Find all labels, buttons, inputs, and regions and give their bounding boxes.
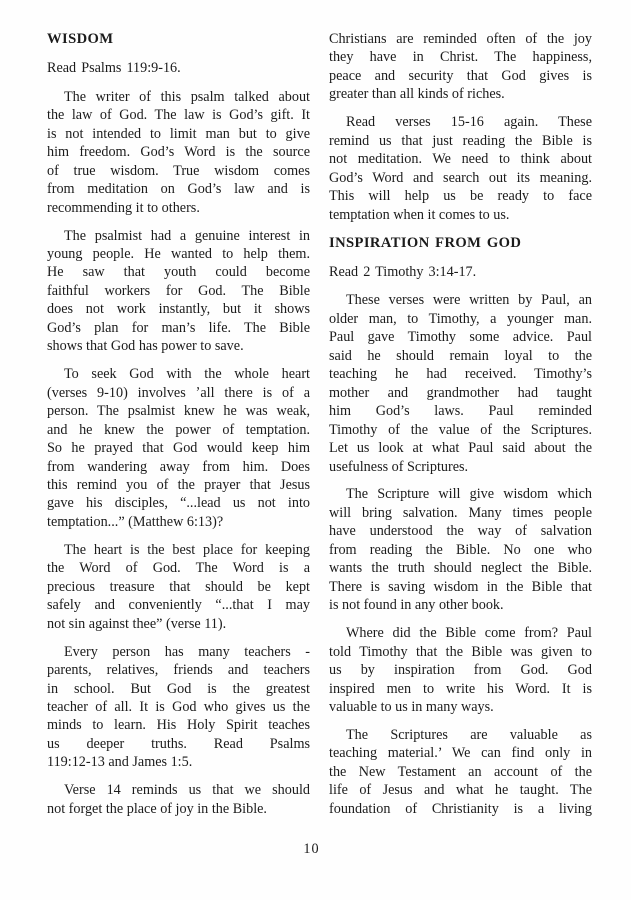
paragraph-line: To seek God with the whole heart (64, 366, 310, 383)
paragraph-line: So he prayed that God would keep him (47, 440, 310, 457)
paragraph-line: told Timothy that the Bible was given to (329, 643, 592, 660)
paragraph-line: Read verses 15-16 again. These (346, 114, 592, 131)
paragraph-line: said he should remain loyal to the (329, 347, 592, 364)
paragraph-line: Where did the Bible come from? Paul (346, 625, 592, 642)
paragraph-line: this remind you of the prayer that Jesus (47, 476, 310, 493)
paragraph-line: us by inspiration from God. God (329, 662, 592, 679)
paragraph-line: from wandering away from him. Does (47, 458, 310, 475)
scripture-reference: Read Psalms 119:9-16. (47, 60, 181, 77)
paragraph-line: from reading the Bible. No one who (329, 541, 592, 558)
paragraph-line: valuable to us in many ways. (329, 698, 494, 715)
paragraph-line: will bring salvation. Many times people (329, 504, 592, 521)
paragraph-line: The Scriptures are valuable as (346, 726, 592, 743)
paragraph-line: they have in Christ. The happiness, (329, 49, 592, 66)
paragraph-line: greater than all kinds of riches. (329, 86, 505, 103)
paragraph-line: The heart is the best place for keeping (64, 541, 310, 558)
paragraph-line: us deeper truths. Read Psalms (47, 735, 310, 752)
paragraph-line: life of Jesus and what he taught. The (329, 782, 592, 799)
paragraph-line: precious treasure that should be kept (47, 578, 310, 595)
paragraph-line: faithful workers for God. The Bible (47, 282, 310, 299)
paragraph-line: not sin against thee” (verse 11). (47, 615, 227, 632)
paragraph (47, 643, 310, 772)
paragraph-line: is not intended to limit man but to give (47, 125, 310, 142)
paragraph-line: minds to learn. His Holy Spirit teaches (47, 717, 310, 734)
paragraph (47, 781, 310, 818)
paragraph-line: him God’s laws. Paul reminded (329, 403, 592, 420)
paragraph-line: peace and security that God gives is (329, 67, 592, 84)
paragraph-line: usefulness of Scriptures. (329, 458, 469, 475)
paragraph-line: him freedom. God’s Word is the source (47, 144, 310, 161)
paragraph-line: The writer of this psalm talked about (64, 88, 310, 105)
paragraph-line: foundation of Christianity is a living (329, 800, 592, 817)
paragraph-line: God’s Word and search out its meaning. (329, 169, 592, 186)
paragraph-line: the Word of God. The Word is a (47, 560, 310, 577)
paragraph-line: safely and conveniently “...that I may (47, 597, 310, 614)
paragraph-line: (verses 9-10) involves ʼall there is of a (47, 384, 310, 401)
paragraph-line: shows that God has power to save. (47, 338, 244, 355)
paragraph-line: is not found in any other book. (329, 597, 504, 614)
paragraph-line: the New Testament an account of the (329, 763, 592, 780)
paragraph-line: Christians are reminded often of the joy (329, 31, 592, 47)
paragraph-line: teaching material.’ We can find only in (329, 745, 592, 762)
paragraph-line: the law of God. The law is God’s gift. It (47, 107, 310, 124)
paragraph (329, 291, 592, 476)
paragraph (47, 365, 310, 531)
paragraph (47, 88, 310, 217)
paragraph-line: of true wisdom. True wisdom comes (47, 162, 310, 179)
paragraph (47, 227, 310, 356)
paragraph-line: does not work instantly, but it shows (47, 301, 310, 318)
paragraph-line: teacher of all. It is God who gives us the (47, 698, 310, 715)
text-column-left (47, 30, 310, 828)
paragraph-line: not meditation. We need to think about (329, 151, 592, 168)
paragraph-line: have understood the way of salvation (329, 523, 592, 540)
section-heading: INSPIRATION FROM GOD (329, 234, 522, 251)
paragraph-line: mother and grandmother had taught (329, 384, 592, 401)
paragraph-line: gave his disciples, “...lead us not into (47, 495, 310, 512)
text-column-right (329, 30, 592, 828)
paragraph-line: temptation...” (Matthew 6:13)? (47, 513, 224, 530)
paragraph-line: Verse 14 reminds us that we should (64, 782, 310, 799)
paragraph-line: God’s plan for man’s life. The Bible (47, 319, 310, 336)
scripture-reference: Read 2 Timothy 3:14-17. (329, 263, 477, 280)
paragraph-line: and he knew the power of temptation. (47, 421, 310, 438)
paragraph-line: in school. But God is the greatest (47, 680, 310, 697)
paragraph-line: temptation when it comes to us. (329, 206, 510, 223)
paragraph-line: parents, relatives, friends and teachers (47, 662, 310, 679)
paragraph-line: young people. He wanted to help them. (47, 246, 310, 263)
paragraph-line: 119:12-13 and James 1:5. (47, 754, 193, 771)
paragraph (329, 726, 592, 818)
paragraph (329, 30, 592, 104)
paragraph-line: Let us look at what Paul said about the (329, 440, 592, 457)
paragraph-line: recommending it to others. (47, 199, 200, 216)
paragraph-line: There is saving wisdom in the Bible that (329, 578, 592, 595)
paragraph (329, 485, 592, 614)
paragraph-line: Every person has many teachers - (64, 643, 310, 660)
paragraph-line: wants the truth should neglect the Bible. (329, 560, 592, 577)
paragraph-line: remind us that just reading the Bible is (329, 132, 592, 149)
paragraph-line: These verses were written by Paul, an (346, 292, 592, 309)
paragraph-line: not forget the place of joy in the Bible. (47, 800, 267, 817)
paragraph-line: person. The psalmist knew he was weak, (47, 403, 310, 420)
section-heading: WISDOM (47, 31, 114, 47)
paragraph-line: Timothy of the value of the Scriptures. (329, 421, 592, 438)
paragraph (329, 624, 592, 716)
paragraph-line: from meditation on God’s law and is (47, 181, 310, 198)
page-number: 10 (303, 841, 320, 857)
paragraph-line: This will help us be ready to face (329, 188, 592, 205)
paragraph-line: The Scripture will give wisdom which (346, 486, 592, 503)
paragraph (329, 113, 592, 224)
paragraph-line: Paul gave Timothy some advice. Paul (329, 329, 592, 346)
paragraph-line: The psalmist had a genuine interest in (64, 227, 310, 244)
paragraph-line: He saw that youth could become (47, 264, 310, 281)
paragraph (47, 541, 310, 633)
paragraph-line: inspired men to write his Word. It is (329, 680, 592, 697)
paragraph-line: older man, to Timothy, a younger man. (329, 310, 592, 327)
paragraph-line: teaching he had received. Timothy’s (329, 366, 592, 383)
